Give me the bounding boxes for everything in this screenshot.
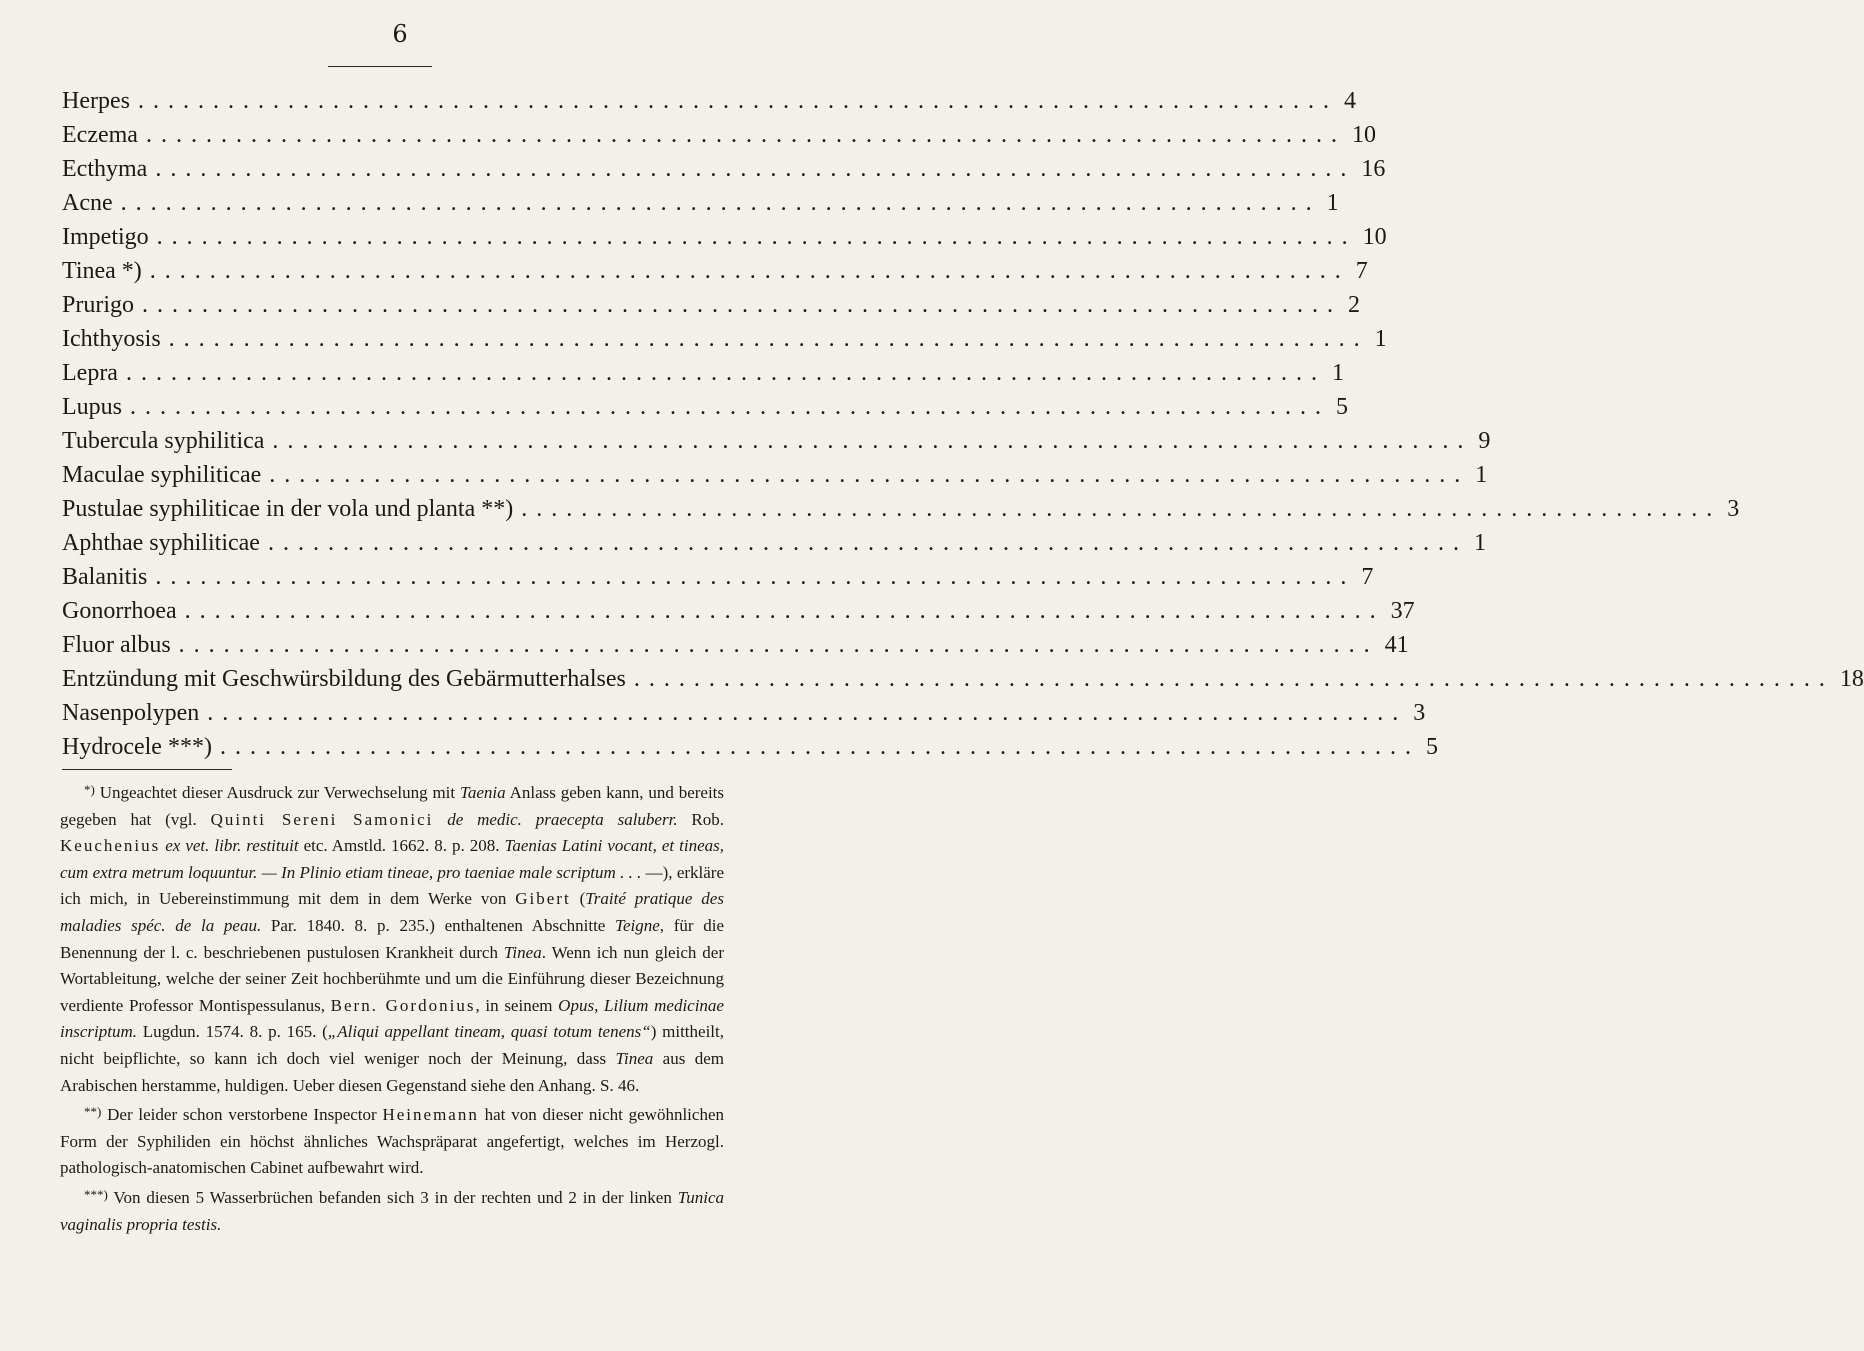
footnote-marker: **) (84, 1104, 102, 1120)
footnote-text: Anlass geben kann, und bereits gegeben hat (vgl. (60, 783, 725, 829)
table-row (62, 360, 1344, 394)
dot-leader: ................................................................................ (207, 700, 1408, 726)
dot-leader: ................................................................................ (137, 88, 1338, 114)
case-count: 37 (1390, 598, 1415, 624)
footnote-text: Lugdun. 1574. 8. p. 165. ( (136, 1022, 328, 1042)
footnote-italic: Tinea (615, 1048, 654, 1068)
case-count: 5 (1425, 734, 1438, 760)
footnote-italic: de medic. praecepta saluberr. (433, 809, 678, 829)
table-row (62, 734, 1438, 768)
disease-name: Acne (62, 190, 113, 216)
table-row (62, 258, 1368, 292)
dot-leader: ................................................................................ (168, 326, 1369, 352)
footnotes (60, 777, 724, 1238)
dot-leader: ................................................................................ (178, 632, 1379, 658)
header-rule (328, 66, 432, 67)
footnote-rule (62, 769, 232, 770)
disease-name: Lupus (62, 394, 122, 420)
footnote-italic: ex vet. libr. restituit (160, 836, 299, 856)
case-count: 5 (1336, 394, 1348, 420)
case-count: 3 (1413, 700, 1426, 726)
table-row (62, 564, 1374, 598)
disease-name: Tinea *) (62, 258, 142, 284)
dot-leader: ................................................................................ (521, 496, 1722, 522)
footnote-text: hat von dieser nicht gewöhnlichen Form der Syphiliden ein höchst ähnliches Wachspräparat angefertigt, welches im Herzogl. pathologisch-anatomischen Cabinet aufbewahrt wird. (60, 1105, 724, 1178)
case-count: 7 (1361, 564, 1374, 590)
case-count: 1 (1475, 462, 1488, 488)
footnote-text: Rob. (677, 809, 725, 829)
footnote-italic: Taenias Latini vocant, et tineas, cum extra metrum loquuntur. — In Plinio etiam tineae, pro taeniae male scriptum . . . (60, 836, 724, 882)
case-count: 16 (1361, 156, 1386, 182)
footnote-italic: Taenia (459, 783, 506, 802)
case-count: 1 (1473, 530, 1486, 556)
dot-leader: ................................................................................ (155, 156, 1356, 182)
dot-leader: ................................................................................ (269, 462, 1470, 488)
footnote-italic: Teigne (615, 915, 660, 935)
footnote-spaced-name: Quinti Sereni Samonici (210, 809, 434, 829)
table-row (62, 224, 1387, 258)
footnote-spaced-name: Keuchenius (60, 836, 161, 856)
table-row (62, 496, 1740, 530)
case-count: 9 (1478, 428, 1491, 454)
disease-name: Prurigo (62, 292, 134, 318)
case-count: 18 (1839, 666, 1864, 692)
disease-name: Tubercula syphilitica (62, 428, 265, 454)
table-row (62, 326, 1387, 360)
case-count: 41 (1384, 632, 1409, 658)
case-count: 3 (1727, 496, 1740, 522)
table-row (62, 292, 1360, 326)
footnote-italic: Tinea (503, 942, 542, 962)
footnote-spaced-name: Bern. Gordonius (330, 995, 476, 1015)
footnote-3 (60, 1182, 724, 1238)
disease-name: Balanitis (62, 564, 148, 590)
footnote-italic: „Aliqui appellant tineam, quasi totum tenens“ (327, 1022, 651, 1042)
table-row (62, 156, 1386, 190)
disease-name: Herpes (62, 88, 130, 114)
case-count: 4 (1343, 88, 1356, 114)
disease-name: Hydrocele ***) (62, 734, 212, 760)
footnote-italic: Opus, Lilium medicinae inscriptum. (60, 995, 724, 1042)
disease-name: Ecthyma (62, 156, 148, 182)
footnote-spaced-name: Heinemann (382, 1105, 479, 1125)
page-number: 6 (392, 20, 408, 48)
footnote-italic: Tunica vaginalis propria testis. (60, 1187, 724, 1234)
case-count: 2 (1348, 292, 1360, 318)
dot-leader: ................................................................................ (267, 530, 1468, 556)
dot-leader: ................................................................................ (120, 190, 1321, 216)
dot-leader: ................................................................................ (272, 428, 1473, 454)
footnote-1 (60, 777, 724, 1099)
case-count: 1 (1326, 190, 1339, 216)
dot-leader: ................................................................................ (633, 666, 1834, 692)
case-count: 7 (1355, 258, 1368, 284)
table-row (62, 632, 1409, 666)
footnote-text: Ungeachtet dieser Ausdruck zur Verwechselung mit (99, 783, 460, 802)
table-row (62, 666, 1864, 700)
table-row (62, 598, 1415, 632)
table-row (62, 190, 1339, 224)
table-row (62, 462, 1488, 496)
case-count: 1 (1374, 326, 1387, 352)
footnote-text: etc. Amstld. 1662. 8. p. 208. (298, 836, 505, 856)
table-row (62, 122, 1376, 156)
table-row (62, 428, 1491, 462)
footnote-text: ( (570, 889, 586, 909)
footnote-text: aus dem Arabischen herstamme, huldigen. Ueber diesen Gegenstand siehe den Anhang. S. 46. (60, 1048, 724, 1095)
dot-leader: ................................................................................ (130, 394, 1330, 420)
footnote-marker: ***) (84, 1186, 108, 1202)
table-row (62, 700, 1426, 734)
dot-leader: ................................................................................ (149, 258, 1350, 284)
table-row (62, 88, 1356, 122)
footnote-text: Der leider schon verstorbene Inspector (107, 1105, 383, 1125)
dot-leader: ................................................................................ (155, 564, 1356, 590)
case-count-table (62, 88, 1864, 768)
footnote-text: —), erkläre ich mich, in Uebereinstimmung mit dem in dem Werke von (60, 862, 725, 909)
disease-name: Lepra (62, 360, 118, 386)
dot-leader: ................................................................................ (145, 122, 1346, 148)
dot-leader: ................................................................................ (156, 224, 1357, 250)
disease-name: Nasenpolypen (62, 700, 200, 726)
disease-name: Entzündung mit Geschwürsbildung des Gebärmutterhalses (62, 666, 626, 692)
disease-name: Gonorrhoea (62, 598, 177, 624)
disease-name: Maculae syphiliticae (62, 462, 262, 488)
footnote-text: , für die Benennung der l. c. beschriebenen pustulosen Krankheit durch (60, 915, 725, 962)
disease-name: Eczema (62, 122, 138, 148)
disease-name: Ichthyosis (62, 326, 161, 352)
table-row (62, 394, 1348, 428)
footnote-marker: *) (84, 782, 95, 797)
case-count: 10 (1362, 224, 1387, 250)
dot-leader: ................................................................................ (142, 292, 1342, 318)
dot-leader: ................................................................................ (219, 734, 1420, 760)
disease-name: Fluor albus (62, 632, 171, 658)
disease-name: Pustulae syphiliticae in der vola und planta **) (62, 496, 514, 522)
footnote-spaced-name: Gibert (515, 889, 571, 909)
footnote-text: , in seinem (475, 995, 559, 1015)
footnote-italic: Traité pratique des maladies spéc. de la peau. (60, 889, 724, 935)
case-count: 1 (1331, 360, 1344, 386)
footnote-text: Von diesen 5 Wasserbrüchen befanden sich 3 in der rechten und 2 in der linken (113, 1187, 678, 1207)
case-count: 10 (1351, 122, 1376, 148)
disease-name: Impetigo (62, 224, 149, 250)
disease-name: Aphthae syphiliticae (62, 530, 260, 556)
footnote-text: . Wenn ich nun gleich der Wortableitung, welche der seiner Zeit hochberühmte und um die Einführung dieser Bezeichnung verdiente Professor Montispessulanus, (60, 942, 724, 1015)
dot-leader: ................................................................................ (125, 360, 1326, 386)
footnote-text: ) mittheilt, nicht beipflichte, so kann ich doch viel weniger noch der Meinung, dass (60, 1022, 724, 1068)
table-row (62, 530, 1486, 564)
footnote-2 (60, 1099, 724, 1182)
dot-leader: ................................................................................ (184, 598, 1385, 624)
footnote-text: Par. 1840. 8. p. 235.) enthaltenen Abschnitte (261, 915, 616, 935)
